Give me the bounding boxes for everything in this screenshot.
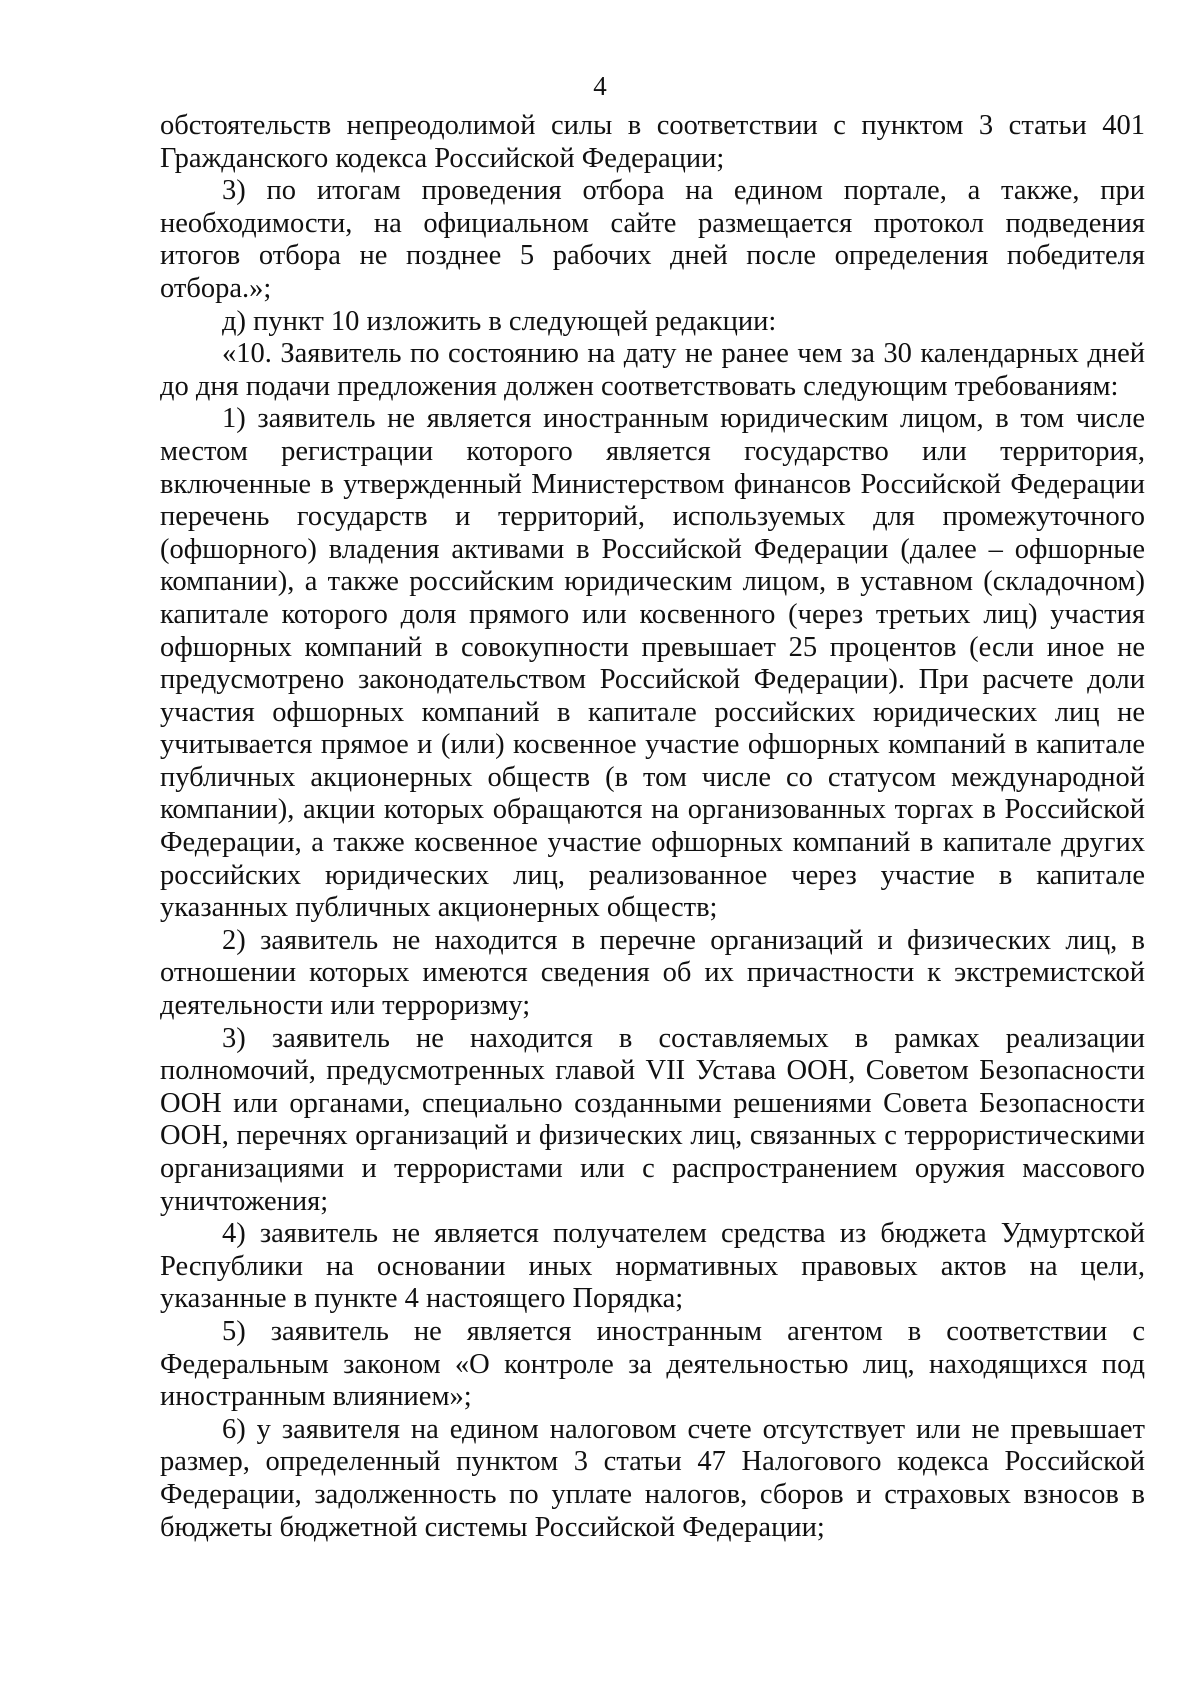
paragraph-item-3-protocol: 3) по итогам проведения отбора на едином портале, а также, при необходимости, на официальном сайте размещается протокол подведения итогов отбора не позднее 5 рабочих дней после определения победителя отбора.»;	[160, 175, 1145, 304]
page-number: 4	[593, 71, 607, 101]
paragraph-requirement-4: 4) заявитель не является получателем средства из бюджета Удмуртской Республики на основании иных нормативных правовых актов на цели, указанные в пункте 4 настоящего Порядка;	[160, 1218, 1145, 1315]
document-body	[160, 110, 1145, 1544]
paragraph-requirement-1: 1) заявитель не является иностранным юридическим лицом, в том числе местом регистрации которого является государство или территория, включенные в утвержденный Министерством финансов Российской Федерации перечень государств и территорий, используемых для промежуточного (офшорного) владения активами в Российской Федерации (далее – офшорные компании), а также российским юридическим лицом, в уставном (складочном) капитале которого доля прямого или косвенного (через третьих лиц) участия офшорных компаний в совокупности превышает 25 процентов (если иное не предусмотрено законодательством Российской Федерации). При расчете доли участия офшорных компаний в капитале российских юридических лиц не учитывается прямое и (или) косвенное участие офшорных компаний в капитале публичных акционерных обществ (в том числе со статусом международной компании), акции которых обращаются на организованных торгах в Российской Федерации, а также косвенное участие офшорных компаний в капитале других российских юридических лиц, реализованное через участие в капитале указанных публичных акционерных обществ;	[160, 403, 1145, 924]
paragraph-continuation: обстоятельств непреодолимой силы в соответствии с пунктом 3 статьи 401 Гражданского кодекса Российской Федерации;	[160, 110, 1145, 174]
paragraph-requirement-6: 6) у заявителя на едином налоговом счете отсутствует или не превышает размер, определенный пунктом 3 статьи 47 Налогового кодекса Российской Федерации, задолженность по уплате налогов, сборов и страховых взносов в бюджеты бюджетной системы Российской Федерации;	[160, 1413, 1145, 1543]
paragraph-point-10: «10. Заявитель по состоянию на дату не ранее чем за 30 календарных дней до дня подачи предложения должен соответствовать следующим требованиям:	[160, 338, 1145, 402]
paragraph-requirement-3: 3) заявитель не находится в составляемых в рамках реализации полномочий, предусмотренных главой VII Устава ООН, Советом Безопасности ООН или органами, специально созданными решениями Совета Безопасности ООН, перечнях организаций и физических лиц, связанных с террористическими организациями и террористами или с распространением оружия массового уничтожения;	[160, 1022, 1145, 1217]
paragraph-requirement-2: 2) заявитель не находится в перечне организаций и физических лиц, в отношении которых имеются сведения об их причастности к экстремистской деятельности или терроризму;	[160, 924, 1145, 1022]
paragraph-amendment-d: д) пункт 10 изложить в следующей редакции:	[222, 305, 777, 337]
paragraph-requirement-5: 5) заявитель не является иностранным агентом в соответствии с Федеральным законом «О контроле за деятельностью лиц, находящихся под иностранным влиянием»;	[160, 1315, 1145, 1413]
